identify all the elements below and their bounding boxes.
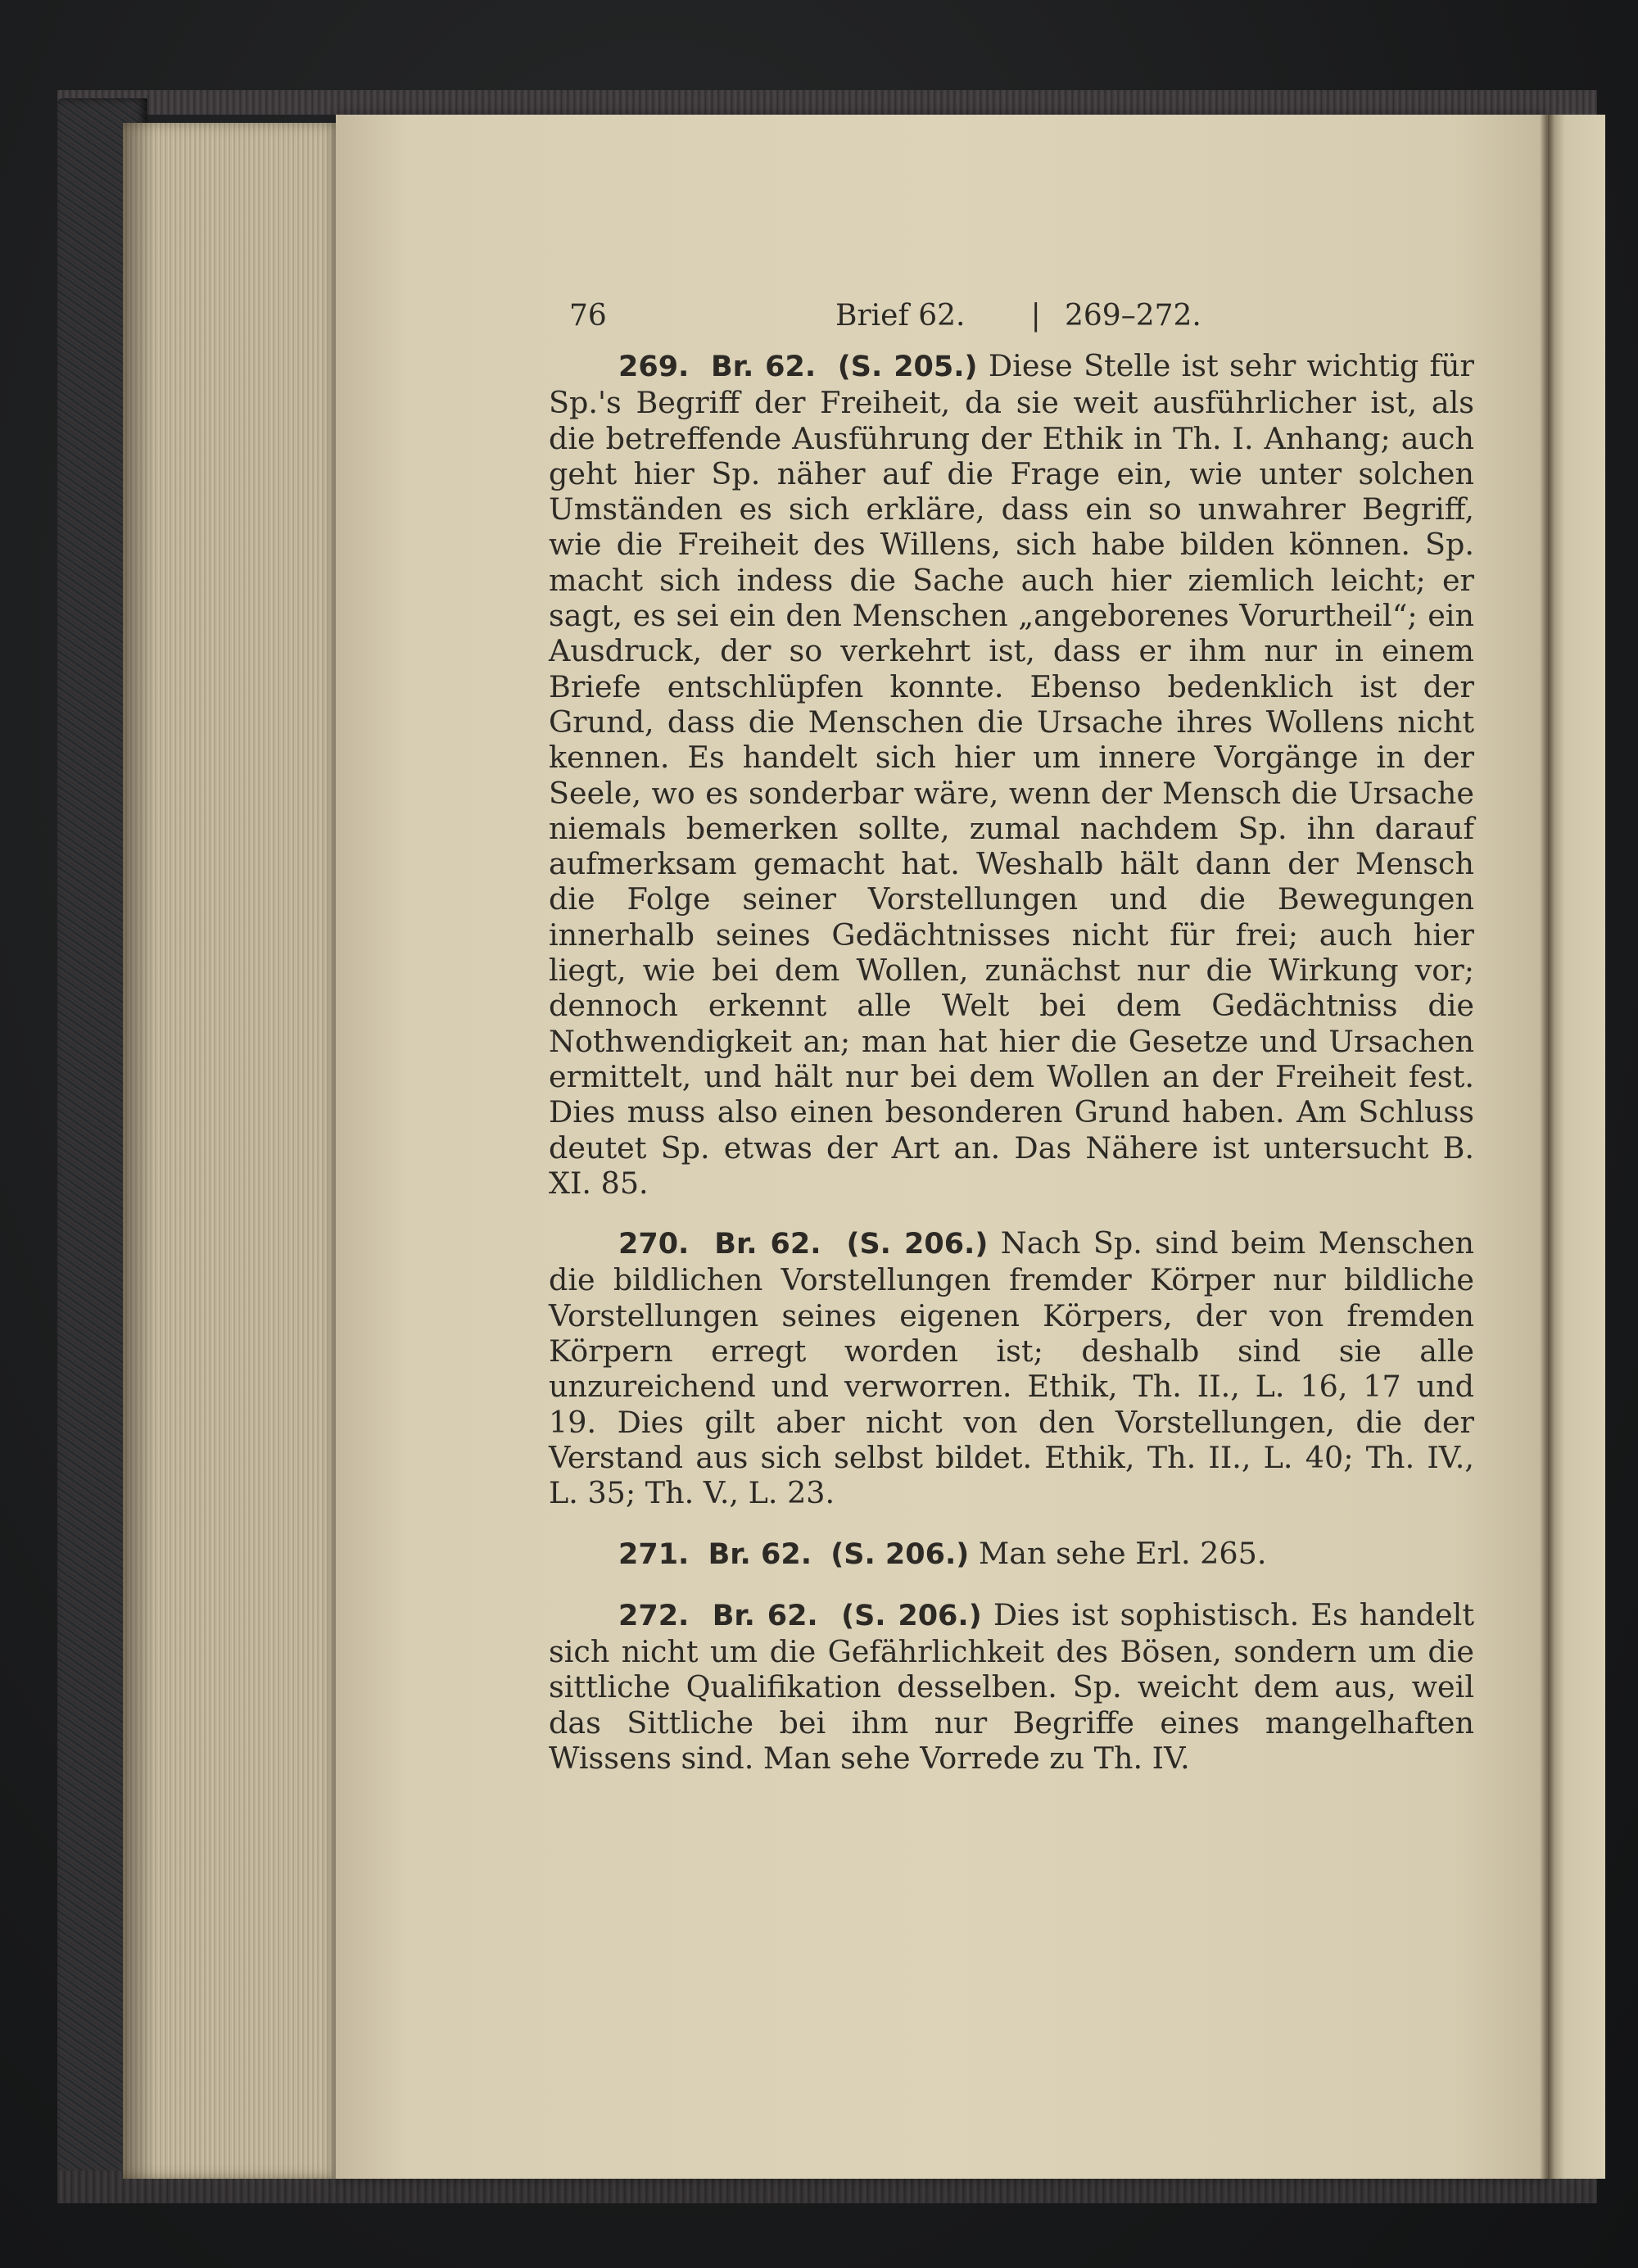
note-ref: (S. 205.) xyxy=(837,351,978,383)
note-271 xyxy=(549,1536,1474,1573)
running-head-letter: Brief 62. xyxy=(835,299,966,333)
note-text: Diese Stelle ist sehr wichtig für Sp.'s Begriff der Freiheit, da sie weit ausführlicher ist, als die betreffende Ausführung der Ethik in Th. I. Anhang; auch geht hier Sp. näher auf die Frage ein, wie unter solchen Umständen es sich erkläre, dass ein so unwahrer Begriff, wie die Freiheit des Willens, sich habe bilden können. Sp. macht sich indess die Sache auch hier ziemlich leicht; er sagt, es sei ein den Menschen „angeborenes Vorurtheil“; ein Ausdruck, der so verkehrt ist, dass er ihm nur in einem Briefe entschlüpfen konnte. Ebenso bedenklich ist der Grund, dass die Menschen die Ursache ihres Wollens nicht kennen. Es handelt sich hier um innere Vorgänge in der Seele, wo es sonderbar wäre, wenn der Mensch die Ursache niemals bemerken sollte, zumal nachdem Sp. ihn darauf aufmerksam gemacht hat. Weshalb hält dann der Mensch die Folge seiner Vorstellungen und die Bewegungen innerhalb seines Gedächtnisses nicht für frei; auch hier liegt, wie bei dem Wollen, zunächst nur die Wirkung vor; dennoch erkennt alle Welt bei dem Gedächtniss die Nothwendigkeit an; man hat hier die Gesetze und Ursachen ermittelt, und hält nur bei dem Wollen an der Freiheit fest. Dies muss also einen besonderen Grund haben. Am Schluss deutet Sp. etwas der Art an. Das Nähere ist untersucht B. XI. 85. xyxy=(549,348,1474,1201)
note-272 xyxy=(549,1597,1474,1776)
note-270 xyxy=(549,1225,1474,1510)
running-head-range: 269–272. xyxy=(1065,299,1201,333)
note-number: 271. xyxy=(618,1537,690,1571)
page-number: 76 xyxy=(569,299,607,333)
note-brief: Br. 62. xyxy=(712,1599,818,1632)
note-text: Man sehe Erl. 265. xyxy=(978,1535,1267,1571)
note-ref: (S. 206.) xyxy=(830,1537,970,1571)
page-edge-shadow xyxy=(123,123,156,2179)
note-brief: Br. 62. xyxy=(708,1537,812,1571)
note-ref: (S. 206.) xyxy=(841,1599,982,1632)
note-269 xyxy=(549,348,1474,1201)
note-ref: (S. 206.) xyxy=(846,1228,989,1261)
running-head-separator: | xyxy=(1030,299,1041,333)
note-brief: Br. 62. xyxy=(711,351,817,383)
book-cover-top xyxy=(57,90,1597,115)
note-number: 272. xyxy=(618,1599,690,1632)
running-head xyxy=(549,299,1474,348)
facing-page-edge xyxy=(1548,115,1605,2179)
page-edges xyxy=(123,123,344,2179)
note-brief: Br. 62. xyxy=(714,1228,821,1261)
page-text xyxy=(549,299,1474,1776)
page-gutter xyxy=(1540,115,1554,2179)
note-number: 270. xyxy=(618,1228,690,1261)
note-text: Dies ist sophistisch. Es handelt sich nicht um die Gefährlichkeit des Bösen, sondern um die sittliche Qualifikation desselben. Sp. weicht dem aus, weil das Sittliche bei ihm nur Begriffe eines mangelhaften Wissens sind. Man sehe Vorrede zu Th. IV. xyxy=(549,1596,1474,1776)
note-number: 269. xyxy=(618,351,690,383)
running-head-center xyxy=(835,299,1041,333)
note-text: Nach Sp. sind beim Menschen die bildlichen Vorstellungen fremder Körper nur bildliche Vorstellungen seines eigenen Körpers, der von fremden Körpern erregt worden ist; deshalb sind sie alle unzureichend und verworren. Ethik, Th. II., L. 16, 17 und 19. Dies gilt aber nicht von den Vorstellungen, die der Verstand aus sich selbst bildet. Ethik, Th. II., L. 40; Th. IV., L. 35; Th. V., L. 23. xyxy=(549,1225,1474,1511)
